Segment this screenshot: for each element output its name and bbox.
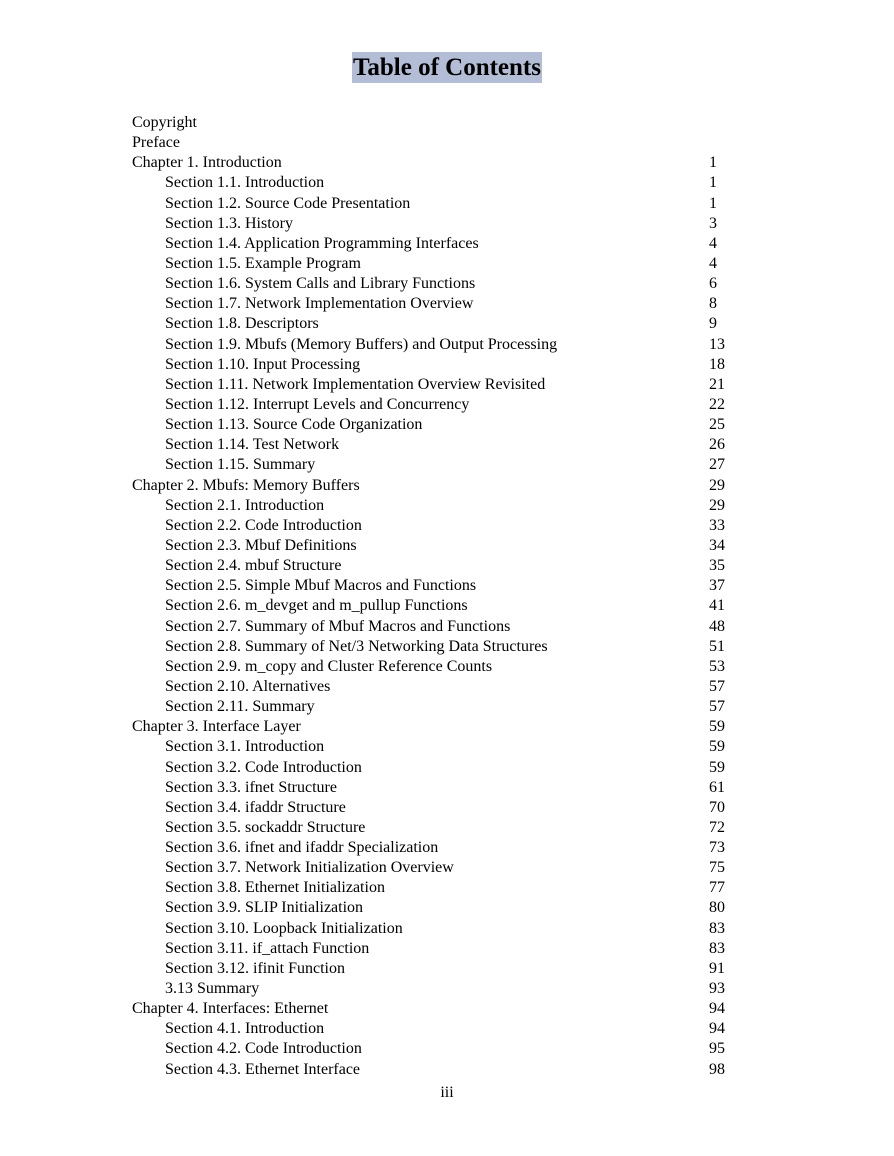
toc-entry-label: Section 1.11. Network Implementation Overview Revisited bbox=[165, 375, 546, 393]
toc-section-entry[interactable] bbox=[0, 314, 894, 334]
toc-section-entry[interactable] bbox=[0, 455, 894, 475]
toc-entry-page: 94 bbox=[709, 1000, 725, 1018]
toc-entry-label: Section 3.10. Loopback Initialization bbox=[165, 919, 403, 937]
toc-entry-page: 98 bbox=[709, 1060, 725, 1078]
toc-entry-label: Section 2.2. Code Introduction bbox=[165, 516, 362, 534]
toc-entry-page: 57 bbox=[709, 677, 725, 695]
toc-entry-label: Section 3.8. Ethernet Initialization bbox=[165, 879, 385, 897]
toc-section-entry[interactable] bbox=[0, 536, 894, 556]
toc-entry-page: 75 bbox=[709, 859, 725, 877]
toc-entry-page: 59 bbox=[709, 738, 725, 756]
toc-entry-label: Section 2.10. Alternatives bbox=[165, 677, 331, 695]
toc-entry-page: 9 bbox=[709, 315, 717, 333]
toc-section-entry[interactable] bbox=[0, 878, 894, 898]
toc-entry-label: Section 1.3. History bbox=[165, 214, 293, 232]
toc-section-entry[interactable] bbox=[0, 898, 894, 918]
toc-entry-label: Chapter 2. Mbufs: Memory Buffers bbox=[132, 476, 360, 494]
toc-entry-page: 83 bbox=[709, 919, 725, 937]
toc-entry-page: 27 bbox=[709, 456, 725, 474]
toc-entry-label: Section 3.6. ifnet and ifaddr Specialization bbox=[165, 839, 439, 857]
toc-entry-page: 26 bbox=[709, 436, 725, 454]
toc-entry-label: Section 1.7. Network Implementation Overview bbox=[165, 295, 474, 313]
toc-entry-label: Section 1.8. Descriptors bbox=[165, 315, 319, 333]
toc-section-entry[interactable] bbox=[0, 173, 894, 193]
toc-entry-label: Section 1.5. Example Program bbox=[165, 254, 361, 272]
toc-entry-page: 3 bbox=[709, 214, 717, 232]
toc-section-entry[interactable] bbox=[0, 294, 894, 314]
toc-entry-label: Section 2.6. m_devget and m_pullup Functions bbox=[165, 597, 468, 615]
toc-entry-label: Section 2.7. Summary of Mbuf Macros and Functions bbox=[165, 617, 511, 635]
toc-entry-page: 48 bbox=[709, 617, 725, 635]
toc-entry-page: 4 bbox=[709, 254, 717, 272]
toc-entry-label: Preface bbox=[132, 134, 180, 152]
toc-section-entry[interactable] bbox=[0, 576, 894, 596]
page-title: Table of Contents bbox=[353, 54, 541, 81]
toc-entry-page: 80 bbox=[709, 899, 725, 917]
toc-entry-page: 94 bbox=[709, 1020, 725, 1038]
toc-entry-label: Chapter 1. Introduction bbox=[132, 154, 282, 172]
toc-entry-page: 61 bbox=[709, 778, 725, 796]
toc-section-entry[interactable] bbox=[0, 395, 894, 415]
toc-entry-label: Section 1.2. Source Code Presentation bbox=[165, 194, 411, 212]
toc-section-entry[interactable] bbox=[0, 677, 894, 697]
toc-entry-page: 33 bbox=[709, 516, 725, 534]
toc-entry-label: Section 4.1. Introduction bbox=[165, 1020, 325, 1038]
toc-section-entry[interactable] bbox=[0, 939, 894, 959]
toc-entry-label: Section 3.11. if_attach Function bbox=[165, 939, 370, 957]
toc-section-entry[interactable] bbox=[0, 556, 894, 576]
toc-entry-label: Section 3.9. SLIP Initialization bbox=[165, 899, 364, 917]
toc-entry-label: Section 2.1. Introduction bbox=[165, 496, 325, 514]
toc-section-entry[interactable] bbox=[0, 435, 894, 455]
toc-section-entry[interactable] bbox=[0, 1019, 894, 1039]
toc-entry-label: Section 3.12. ifinit Function bbox=[165, 959, 345, 977]
toc-entry-label: Section 1.15. Summary bbox=[165, 456, 316, 474]
toc-entry-page: 34 bbox=[709, 536, 725, 554]
toc-section-entry[interactable] bbox=[0, 335, 894, 355]
toc-section-entry[interactable] bbox=[0, 596, 894, 616]
toc-section-entry[interactable] bbox=[0, 274, 894, 294]
toc-entry-page: 95 bbox=[709, 1040, 725, 1058]
toc-chapter-entry[interactable] bbox=[0, 153, 894, 173]
toc-entry-label: Section 3.5. sockaddr Structure bbox=[165, 818, 366, 836]
toc-entry-page: 22 bbox=[709, 395, 725, 413]
toc-section-entry[interactable] bbox=[0, 1039, 894, 1059]
page-number: iii bbox=[440, 1084, 454, 1101]
toc-section-entry[interactable] bbox=[0, 979, 894, 999]
toc-entry-page: 18 bbox=[709, 355, 725, 373]
toc-section-entry[interactable] bbox=[0, 415, 894, 435]
toc-entry-label: Section 1.1. Introduction bbox=[165, 174, 325, 192]
toc-section-entry[interactable] bbox=[0, 214, 894, 234]
toc-entry-page: 83 bbox=[709, 939, 725, 957]
toc-entry-page: 37 bbox=[709, 577, 725, 595]
toc-entry-page: 51 bbox=[709, 637, 725, 655]
toc-entry-page: 72 bbox=[709, 818, 725, 836]
toc-section-entry[interactable] bbox=[0, 798, 894, 818]
toc-section-entry[interactable] bbox=[0, 778, 894, 798]
toc-section-entry[interactable] bbox=[0, 758, 894, 778]
toc-entry-label: Section 1.9. Mbufs (Memory Buffers) and Output Processing bbox=[165, 335, 558, 353]
title-container bbox=[0, 52, 894, 83]
toc-entry-label: Section 1.6. System Calls and Library Functions bbox=[165, 275, 476, 293]
toc-entry-label: Section 4.3. Ethernet Interface bbox=[165, 1060, 361, 1078]
toc-entry-label: Copyright bbox=[132, 114, 197, 131]
toc-chapter-entry[interactable] bbox=[0, 476, 894, 496]
table-of-contents bbox=[0, 113, 894, 1080]
toc-chapter-entry[interactable] bbox=[0, 133, 894, 153]
toc-entry-page: 91 bbox=[709, 959, 725, 977]
toc-entry-page: 8 bbox=[709, 295, 717, 313]
toc-section-entry[interactable] bbox=[0, 355, 894, 375]
toc-entry-label: Chapter 4. Interfaces: Ethernet bbox=[132, 1000, 329, 1018]
toc-entry-page: 21 bbox=[709, 375, 725, 393]
toc-section-entry[interactable] bbox=[0, 375, 894, 395]
toc-entry-label: Section 3.1. Introduction bbox=[165, 738, 325, 756]
toc-entry-page: 1 bbox=[709, 174, 717, 192]
toc-section-entry[interactable] bbox=[0, 234, 894, 254]
toc-entry-page: 4 bbox=[709, 234, 717, 252]
toc-entry-page: 53 bbox=[709, 657, 725, 675]
toc-entry-label: Section 3.2. Code Introduction bbox=[165, 758, 362, 776]
toc-section-entry[interactable] bbox=[0, 254, 894, 274]
toc-entry-page: 59 bbox=[709, 758, 725, 776]
toc-entry-page: 35 bbox=[709, 557, 725, 575]
toc-section-entry[interactable] bbox=[0, 617, 894, 637]
toc-entry-page: 73 bbox=[709, 839, 725, 857]
toc-section-entry[interactable] bbox=[0, 737, 894, 757]
toc-entry-label: Section 3.4. ifaddr Structure bbox=[165, 798, 346, 816]
toc-entry-label: Section 4.2. Code Introduction bbox=[165, 1040, 362, 1058]
toc-section-entry[interactable] bbox=[0, 1060, 894, 1080]
toc-section-entry[interactable] bbox=[0, 637, 894, 657]
toc-entry-label: Section 1.4. Application Programming Interfaces bbox=[165, 234, 479, 252]
toc-entry-label: 3.13 Summary bbox=[165, 980, 260, 998]
toc-entry-label: Section 2.4. mbuf Structure bbox=[165, 557, 342, 575]
toc-entry-label: Section 3.7. Network Initialization Overview bbox=[165, 859, 454, 877]
toc-section-entry[interactable] bbox=[0, 194, 894, 214]
toc-section-entry[interactable] bbox=[0, 838, 894, 858]
toc-section-entry[interactable] bbox=[0, 919, 894, 939]
toc-section-entry[interactable] bbox=[0, 496, 894, 516]
toc-entry-page: 1 bbox=[709, 154, 717, 172]
toc-entry-label: Section 2.5. Simple Mbuf Macros and Functions bbox=[165, 577, 477, 595]
toc-entry-page: 6 bbox=[709, 275, 717, 293]
toc-entry-page: 77 bbox=[709, 879, 725, 897]
toc-entry-label: Section 1.13. Source Code Organization bbox=[165, 416, 423, 434]
toc-section-entry[interactable] bbox=[0, 516, 894, 536]
toc-entry-label: Section 1.12. Interrupt Levels and Concurrency bbox=[165, 395, 470, 413]
toc-entry-label: Chapter 3. Interface Layer bbox=[132, 718, 301, 736]
toc-entry-page: 59 bbox=[709, 718, 725, 736]
toc-section-entry[interactable] bbox=[0, 657, 894, 677]
toc-entry-page: 57 bbox=[709, 698, 725, 716]
toc-entry-label: Section 1.14. Test Network bbox=[165, 436, 340, 454]
toc-entry-label: Section 2.8. Summary of Net/3 Networking Data Structures bbox=[165, 637, 548, 655]
toc-entry-page: 93 bbox=[709, 980, 725, 998]
toc-entry-page: 70 bbox=[709, 798, 725, 816]
toc-section-entry[interactable] bbox=[0, 697, 894, 717]
toc-entry-page: 29 bbox=[709, 496, 725, 514]
toc-section-entry[interactable] bbox=[0, 959, 894, 979]
toc-entry-page: 1 bbox=[709, 194, 717, 212]
toc-entry-page: 41 bbox=[709, 597, 725, 615]
toc-section-entry[interactable] bbox=[0, 858, 894, 878]
toc-entry-label: Section 1.10. Input Processing bbox=[165, 355, 361, 373]
toc-entry-label: Section 3.3. ifnet Structure bbox=[165, 778, 337, 796]
toc-entry-label: Section 2.3. Mbuf Definitions bbox=[165, 536, 357, 554]
toc-entry-page: 29 bbox=[709, 476, 725, 494]
toc-entry-label: Section 2.11. Summary bbox=[165, 698, 315, 716]
toc-entry-page: 13 bbox=[709, 335, 725, 353]
toc-chapter-entry[interactable] bbox=[0, 999, 894, 1019]
toc-section-entry[interactable] bbox=[0, 818, 894, 838]
toc-chapter-entry[interactable] bbox=[0, 717, 894, 737]
toc-chapter-entry[interactable] bbox=[0, 113, 894, 133]
toc-entry-label: Section 2.9. m_copy and Cluster Reference Counts bbox=[165, 657, 493, 675]
toc-entry-page: 25 bbox=[709, 416, 725, 434]
